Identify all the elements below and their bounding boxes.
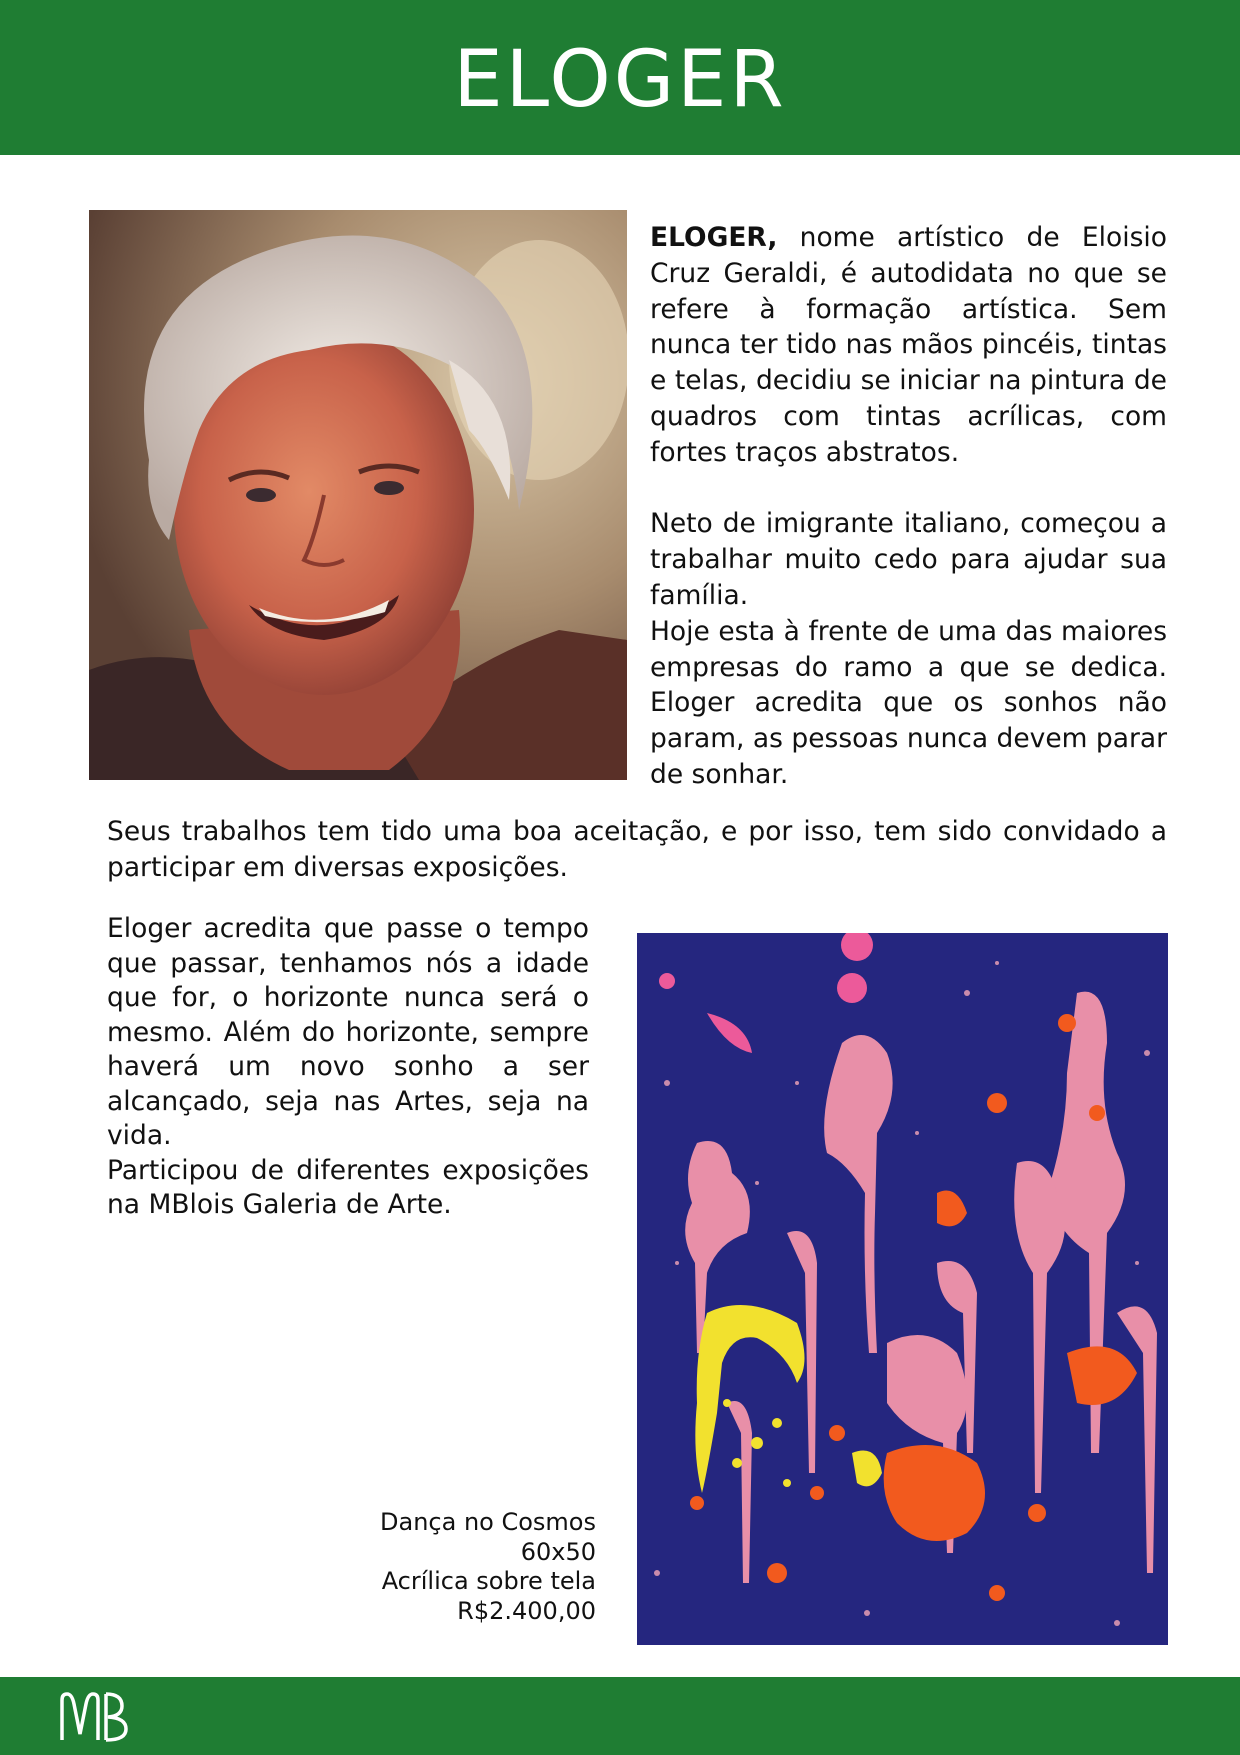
- bio-paragraph-3: Hoje esta à frente de uma das maiores empresas do ramo a que se dedica. Eloger acredita que os sonhos não param, as pessoas nunca devem parar de sonhar.: [650, 615, 1167, 790]
- artwork-price: R$2.400,00: [457, 1596, 596, 1625]
- bio-paragraph-2: Neto de imigrante italiano, começou a trabalhar muito cedo para ajudar sua família.: [650, 508, 1167, 611]
- bio-paragraph-1-text: nome artístico de Eloisio Cruz Geraldi, é autodidata no que se refere à formação artística. Sem nunca ter tido nas mãos pincéis, tintas e telas, decidiu se iniciar na pintura de quadros com tintas acrílicas, com fortes traços abstratos.: [650, 222, 1167, 468]
- artist-bio: [650, 220, 1167, 793]
- artist-portrait: [89, 210, 627, 780]
- painting-canvas: [637, 933, 1168, 1645]
- bio-paragraph-1: [650, 220, 1167, 471]
- portrait-image: [89, 210, 627, 780]
- exhibitions-paragraph: Seus trabalhos tem tido uma boa aceitação, e por isso, tem sido convidado a participar em diversas exposições.: [107, 816, 1167, 883]
- horizon-text: [107, 912, 589, 1223]
- footer-bar: [0, 1677, 1240, 1755]
- mb-logo-icon: [56, 1690, 128, 1744]
- page-title: ELOGER: [453, 34, 787, 125]
- artist-name-bold: ELOGER,: [650, 222, 778, 253]
- artwork-medium: Acrílica sobre tela: [381, 1567, 596, 1595]
- header-bar: [0, 0, 1240, 155]
- gallery-paragraph: Participou de diferentes exposições na MBlois Galeria de Arte.: [107, 1154, 589, 1220]
- artwork-image: [637, 933, 1168, 1645]
- horizon-paragraph: Eloger acredita que passe o tempo que passar, tenhamos nós a idade que for, o horizonte nunca será o mesmo. Além do horizonte, sempre haverá um novo sonho a ser alcançado, seja nas Artes, seja na vida.: [107, 913, 589, 1151]
- artwork-size: 60x50: [520, 1537, 596, 1566]
- artwork-title: Dança no Cosmos: [380, 1508, 596, 1536]
- artwork-caption: [296, 1508, 596, 1626]
